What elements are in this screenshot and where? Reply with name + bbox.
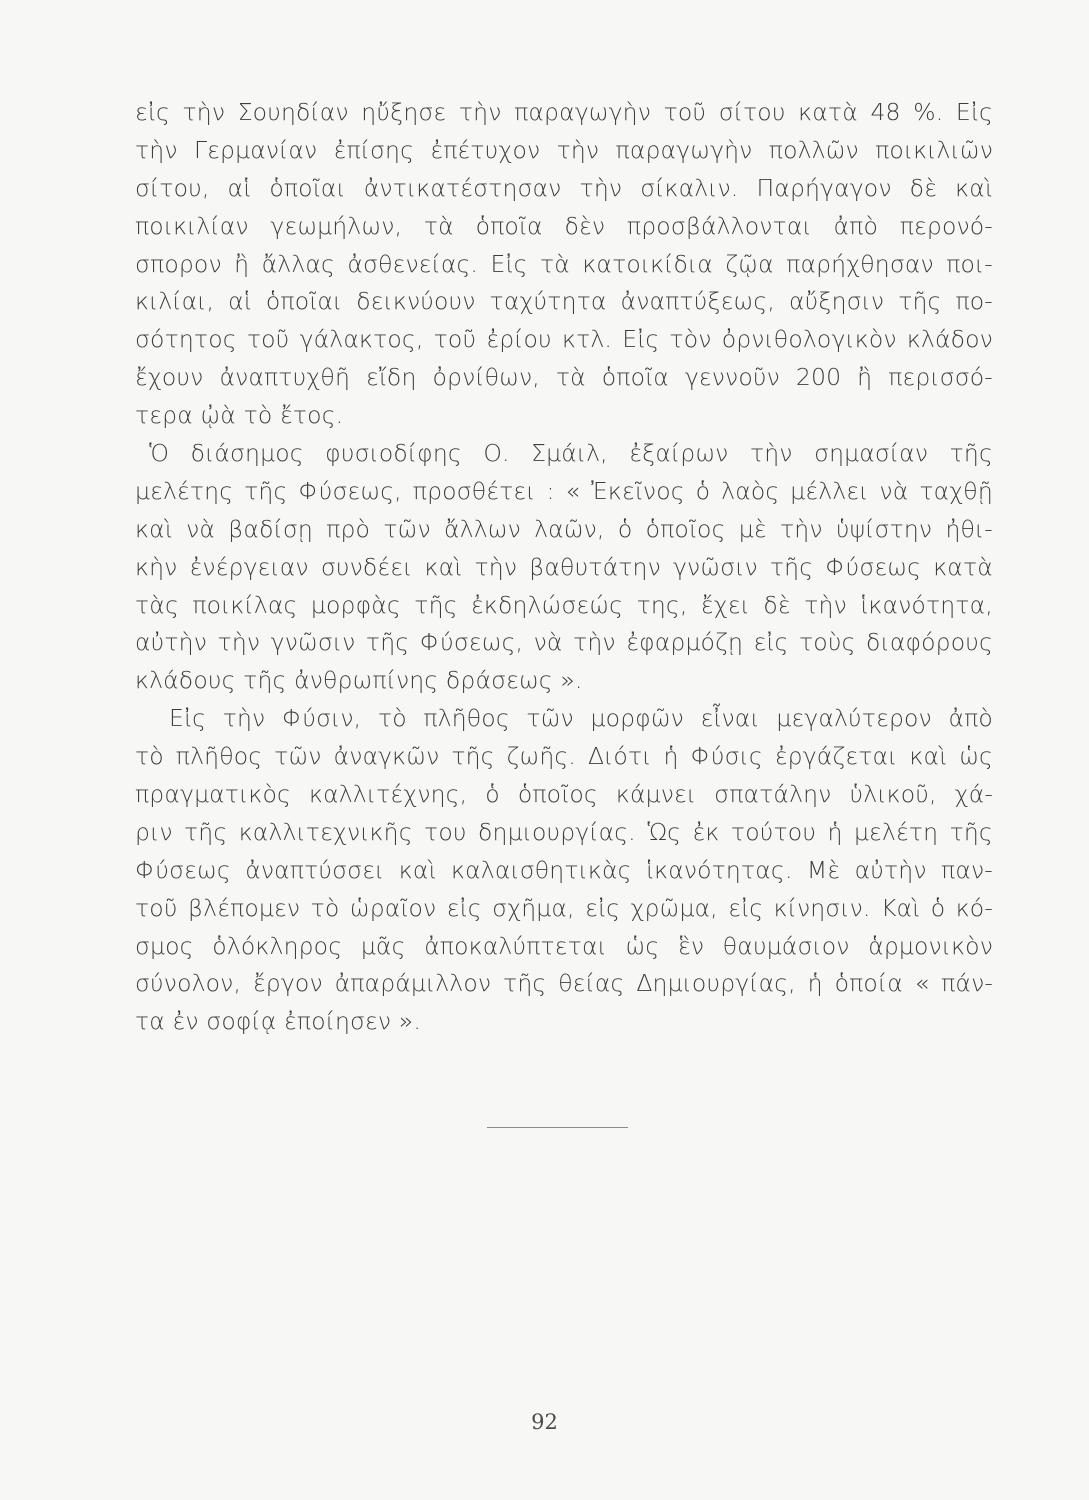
text-line: πραγματικὸς καλλιτέχνης, ὁ ὁποῖος κάμνει σπατάλην ὑλικοῦ, χά- [135,780,993,809]
page-number: 92 [531,1410,558,1434]
text-line: Φύσεως ἀναπτύσσει καὶ καλαισθητικὰς ἱκανότητας. Μὲ αὐτὴν παν- [135,855,993,884]
text-line: Εἰς τὴν Φύσιν, τὸ πλῆθος τῶν μορφῶν εἶναι μεγαλύτερον ἀπὸ [169,704,993,733]
text-line: Ὁ διάσημος φυσιοδίφης Ο. Σμάιλ, ἐξαίρων τὴν σημασίαν τῆς [149,439,993,468]
text-line: σότητος τοῦ γάλακτος, τοῦ ἐρίου κτλ. Εἰς τὸν ὀρνιθολογικὸν κλάδον [135,325,993,354]
text-line: αὐτὴν τὴν γνῶσιν τῆς Φύσεως, νὰ τὴν ἐφαρμόζῃ εἰς τοὺς διαφόρους [135,628,993,657]
text-line: τοῦ βλέπομεν τὸ ὡραῖον εἰς σχῆμα, εἰς χρῶμα, εἰς κίνησιν. Καὶ ὁ κό- [135,893,993,922]
text-line: κιλίαι, αἱ ὁποῖαι δεικνύουν ταχύτητα ἀναπτύξεως, αὔξησιν τῆς πο- [135,287,993,316]
text-line: τερα ᾠὰ τὸ ἔτος. [135,401,344,430]
text-line: ποικιλίαν γεωμήλων, τὰ ὁποῖα δὲν προσβάλλονται ἀπὸ περονό- [135,211,993,240]
text-line: εἰς τὴν Σουηδίαν ηὔξησε τὴν παραγωγὴν τοῦ σίτου κατὰ 48 %. Εἰς [135,98,993,126]
text-line: τὰς ποικίλας μορφὰς τῆς ἐκδηλώσεώς της, ἔχει δὲ τὴν ἱκανότητα, [135,590,993,619]
text-line: τὸ πλῆθος τῶν ἀναγκῶν τῆς ζωῆς. Διότι ἡ Φύσις ἐργάζεται καὶ ὡς [135,742,993,771]
paragraph [135,435,993,700]
text-line: σίτου, αἱ ὁποῖαι ἀντικατέστησαν τὴν σίκαλιν. Παρήγαγον δὲ καὶ [135,173,993,202]
text-line: τὴν Γερμανίαν ἐπίσης ἐπέτυχον τὴν παραγωγὴν πολλῶν ποικιλιῶν [135,135,993,164]
text-line: σύνολον, ἔργον ἀπαράμιλλον τῆς θείας Δημιουργίας, ἡ ὁποία « πάν- [135,969,993,998]
body-text [135,94,993,1041]
text-line: ριν τῆς καλλιτεχνικῆς του δημιουργίας. Ὡς ἐκ τούτου ἡ μελέτη τῆς [135,817,993,846]
text-line: κὴν ἐνέργειαν συνδέει καὶ τὴν βαθυτάτην γνῶσιν τῆς Φύσεως κατὰ [135,552,993,581]
text-line: σμος ὁλόκληρος μᾶς ἀποκαλύπτεται ὡς ἓν θαυμάσιον ἁρμονικὸν [135,931,993,960]
text-line: τα ἐν σοφίᾳ ἐποίησεν ». [135,1007,421,1036]
text-line: ἔχουν ἀναπτυχθῆ εἴδη ὀρνίθων, τὰ ὁποῖα γεννοῦν 200 ἢ περισσό- [135,363,993,392]
paragraph [135,94,993,435]
text-line: κλάδους τῆς ἀνθρωπίνης δράσεως ». [135,666,583,695]
text-line: καὶ νὰ βαδίσῃ πρὸ τῶν ἄλλων λαῶν, ὁ ὁποῖος μὲ τὴν ὑψίστην ἠθι- [135,514,993,543]
text-line: μελέτης τῆς Φύσεως, προσθέτει : « Ἐκεῖνος ὁ λαὸς μέλλει νὰ ταχθῇ [135,476,993,505]
section-divider [487,1127,628,1128]
text-line: σπορον ἢ ἄλλας ἀσθενείας. Εἰς τὰ κατοικίδια ζῷα παρήχθησαν ποι- [135,249,993,278]
paragraph [135,700,993,1041]
